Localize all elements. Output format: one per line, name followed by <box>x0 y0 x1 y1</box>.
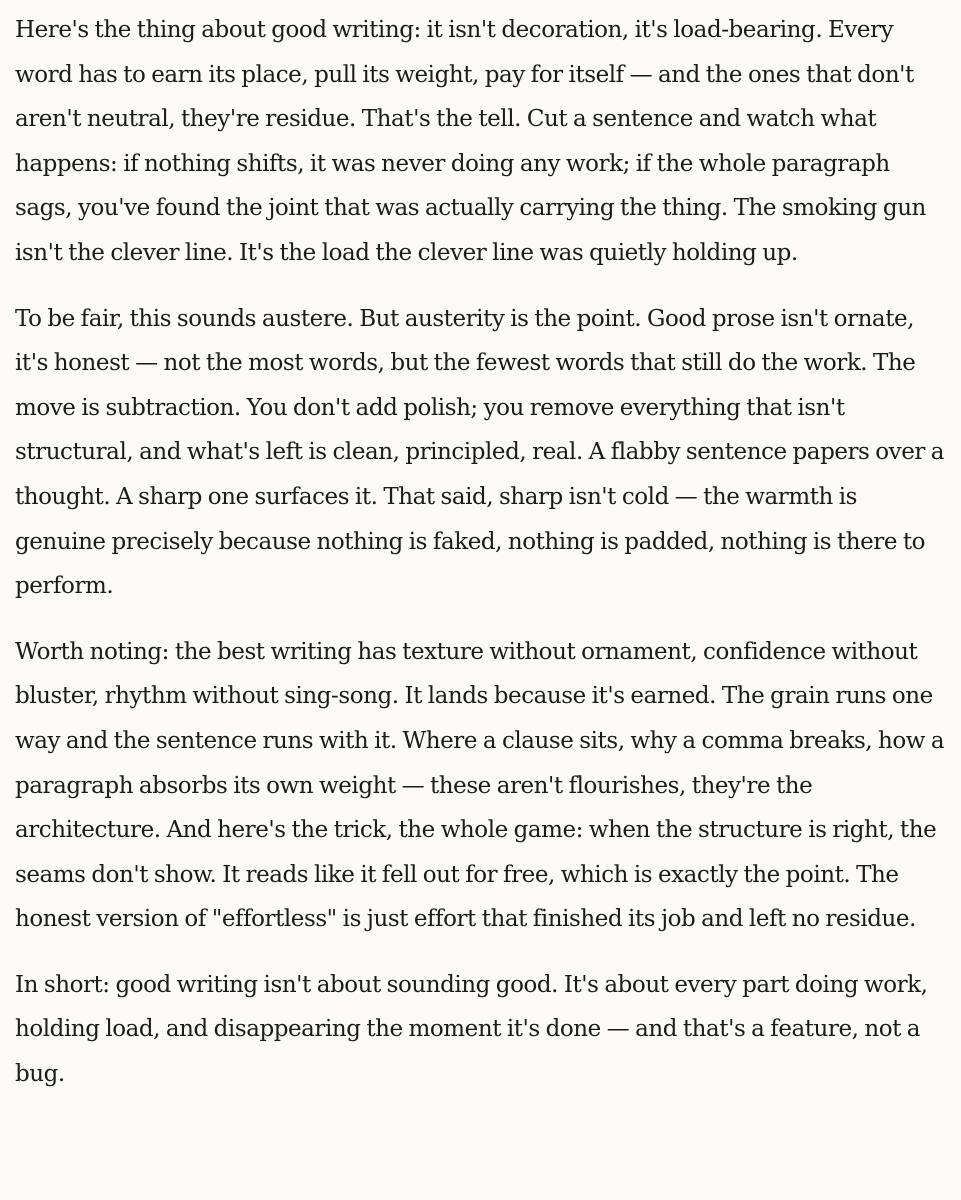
paragraph-1: Here's the thing about good writing: it isn't decoration, it's load-bearing. Every word has to earn its place, pull its weight, pay for itself — and the ones that don't aren't neutral, they're residue. That's the tell. Cut a sentence and watch what happens: if nothing shifts, it was never doing any work; if the whole paragraph sags, you've found the joint that was actually carrying the thing. The smoking gun isn't the clever line. It's the load the clever line was quietly holding up. <box>15 17 926 266</box>
paragraph-4: In short: good writing isn't about sounding good. It's about every part doing work, holding load, and disappearing the moment it's done — and that's a feature, not a bug. <box>15 971 928 1088</box>
paragraph-3: Worth noting: the best writing has texture without ornament, confidence without bluster, rhythm without sing-song. It lands because it's earned. The grain runs one way and the sentence runs with it. Where a clause sits, why a comma breaks, how a paragraph absorbs its own weight — these aren't flourishes, they're the architecture. And here's the trick, the whole game: when the structure is right, the seams don't show. It reads like it fell out for free, which is exactly the point. The honest version of "effortless" is just effort that finished its job and left no residue. <box>15 638 945 933</box>
paragraph-2: To be fair, this sounds austere. But austerity is the point. Good prose isn't ornate, it's honest — not the most words, but the fewest words that still do the work. The move is subtraction. You don't add polish; you remove everything that isn't structural, and what's left is clean, principled, real. A flabby sentence papers over a thought. A sharp one surfaces it. That said, sharp isn't cold — the warmth is genuine precisely because nothing is faked, nothing is padded, nothing is there to perform. <box>15 305 945 600</box>
